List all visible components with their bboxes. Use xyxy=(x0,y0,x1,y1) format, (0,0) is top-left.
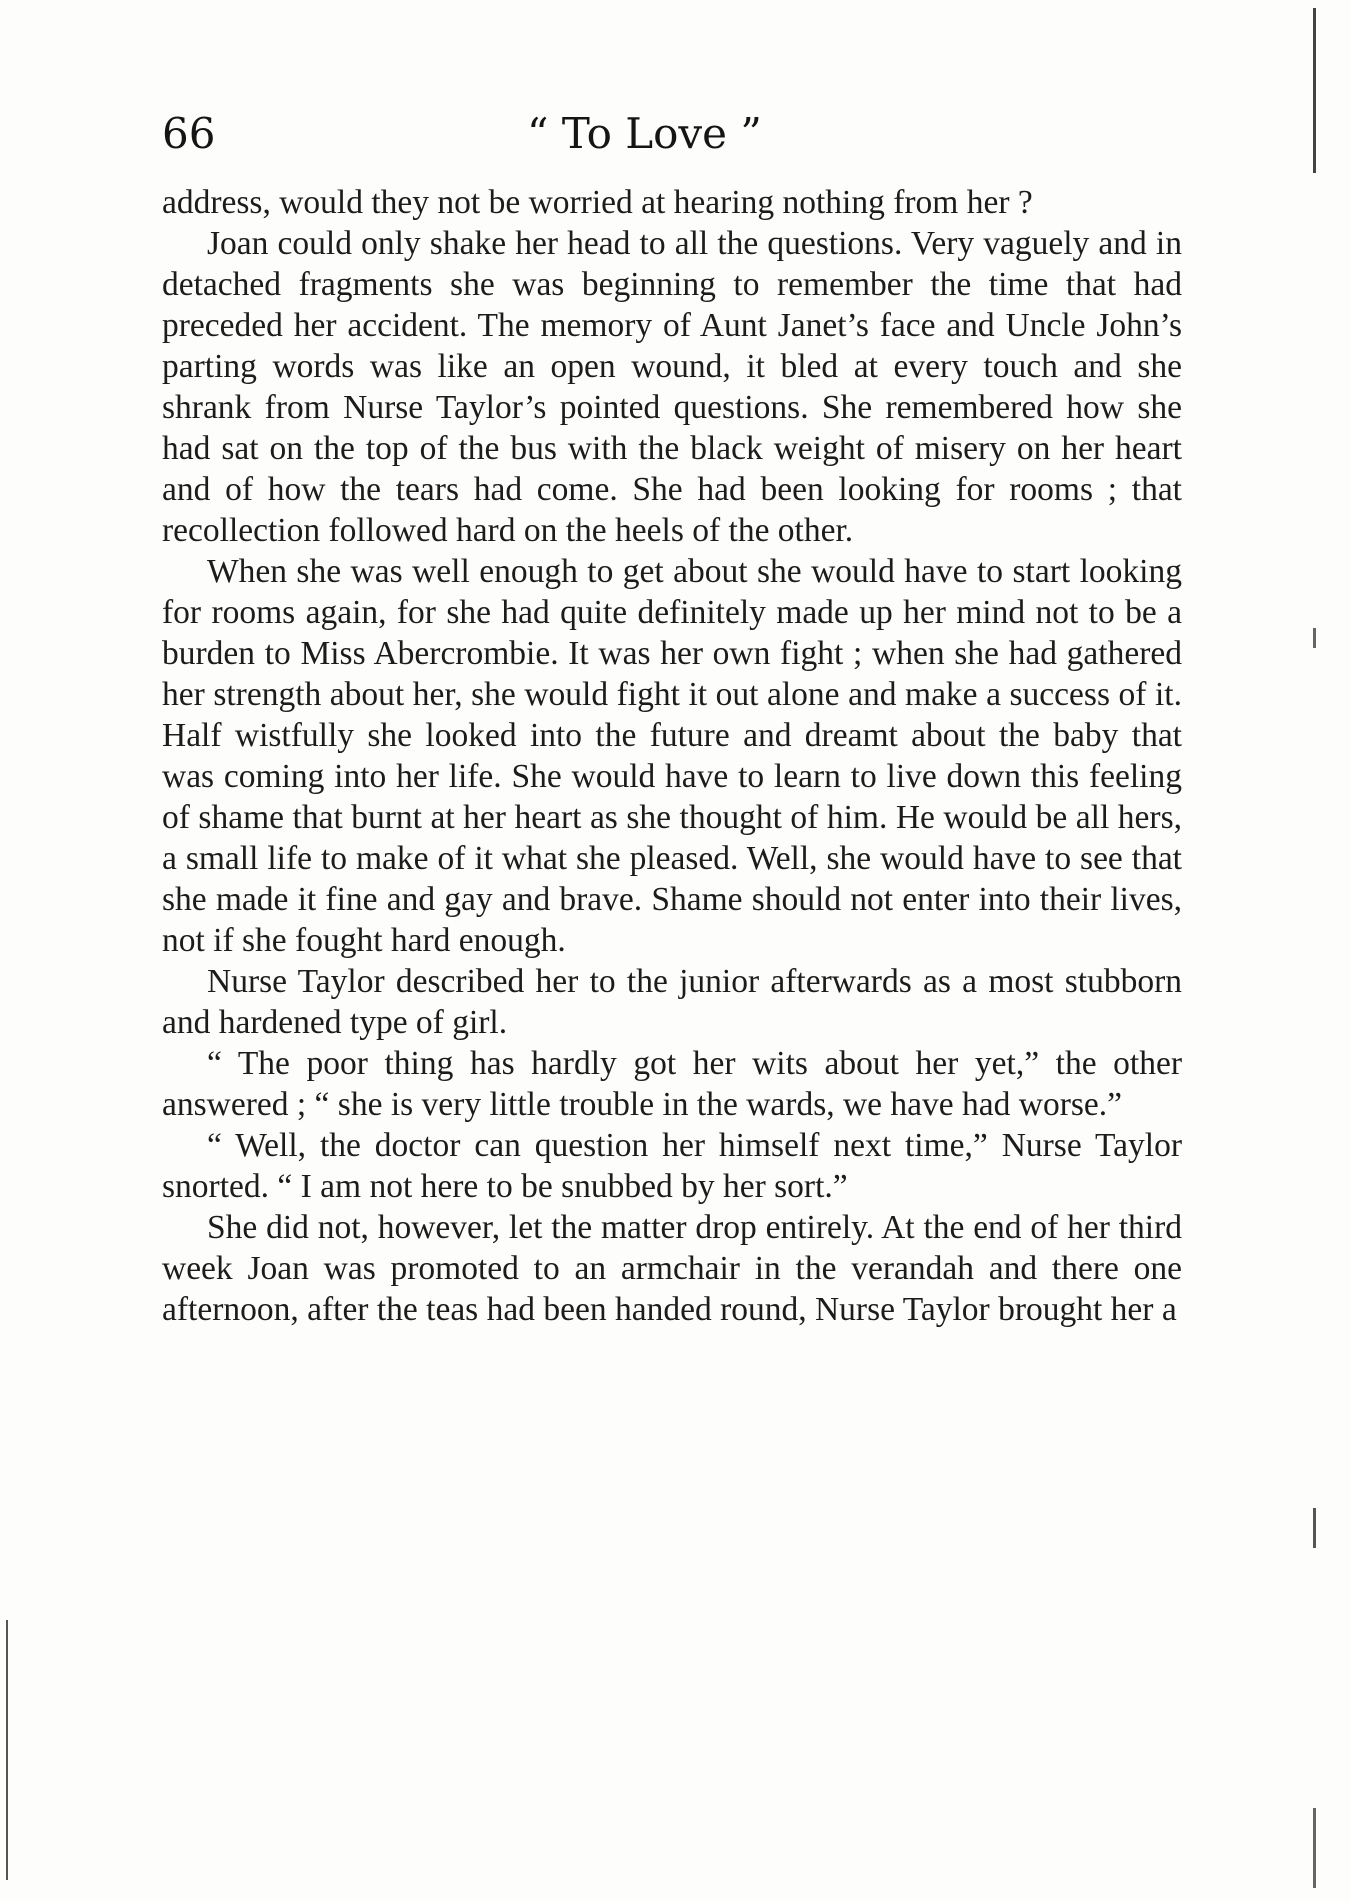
paragraph-2: Joan could only shake her head to all the questions. Very vaguely and in detached fragments she was beginning to remember the time that had preceded her accident. The memory of Aunt Janet’s face and Uncle John’s parting words was like an open wound, it bled at every touch and she shrank from Nurse Taylor’s pointed questions. She remembered how she had sat on the top of the bus with the black weight of misery on her heart and of how the tears had come. She had been looking for rooms ; that recollection followed hard on the heels of the other. xyxy=(162,225,1182,549)
paragraph-1: address, would they not be worried at hearing nothing from her ? xyxy=(162,184,1033,221)
paragraph-3: When she was well enough to get about she would have to start looking for rooms again, for she had quite definitely made up her mind not to be a burden to Miss Abercrombie. It was her own fight ; when she had gathered her strength about her, she would fight it out alone and make a success of it. Half wistfully she looked into the future and dreamt about the baby that was coming into her life. She would have to learn to live down this feeling of shame that burnt at her heart as she thought of him. He would be all hers, a small life to make of it what she pleased. Well, she would have to see that she made it fine and gay and brave. Shame should not enter into their lives, not if she fought hard enough. xyxy=(162,553,1182,959)
paragraph-7: She did not, however, let the matter drop entirely. At the end of her third week Joan was promoted to an armchair in the verandah and there one afternoon, after the teas had been handed round, Nurse Taylor brought her a xyxy=(162,1209,1182,1328)
scan-edge-right xyxy=(1313,8,1316,1888)
paragraph-6: “ Well, the doctor can question her himself next time,” Nurse Taylor snorted. “ I am not here to be snubbed by her sort.” xyxy=(162,1127,1182,1205)
running-title: “ To Love ” xyxy=(527,109,762,158)
body-text xyxy=(162,182,1182,1330)
page-header xyxy=(162,104,1182,164)
paragraph-4: Nurse Taylor described her to the junior afterwards as a most stubborn and hardened type of girl. xyxy=(162,963,1182,1041)
scan-edge-left xyxy=(6,1620,8,1880)
paragraph-5: “ The poor thing has hardly got her wits about her yet,” the other answered ; “ she is very little trouble in the wards, we have had worse.” xyxy=(162,1045,1182,1123)
page-number: 66 xyxy=(162,109,216,158)
